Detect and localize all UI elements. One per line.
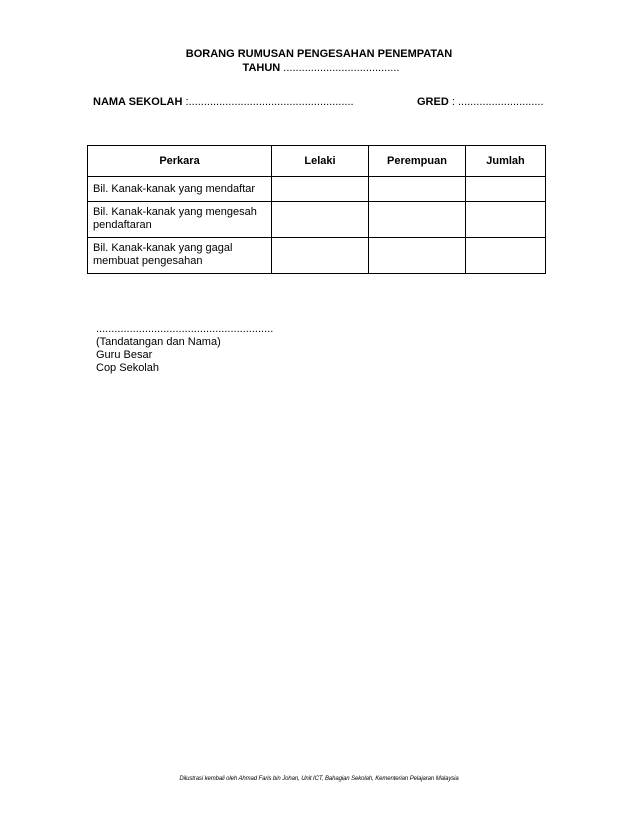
footer-credit: Dilustrasi kembali oleh Ahmad Faris bin Johan, Unit ICT, Bahagian Sekolah, Kementerian Pelajaran Malaysia bbox=[179, 776, 459, 782]
document-title-block bbox=[0, 47, 638, 75]
header-perkara: Perkara bbox=[88, 146, 272, 177]
jumlah-cell[interactable] bbox=[466, 238, 546, 274]
year-label: TAHUN bbox=[242, 62, 281, 74]
signature-block bbox=[96, 323, 273, 375]
perempuan-cell[interactable] bbox=[369, 177, 466, 202]
signature-caption: (Tandatangan dan Nama) bbox=[96, 336, 221, 348]
header-perempuan: Perempuan bbox=[369, 146, 466, 177]
perempuan-cell[interactable] bbox=[369, 202, 466, 238]
year-field[interactable]: ...................................... bbox=[283, 62, 400, 74]
perempuan-cell[interactable] bbox=[369, 238, 466, 274]
year-line bbox=[2, 61, 638, 75]
grade-field[interactable]: : ............................ bbox=[451, 96, 544, 108]
lelaki-cell[interactable] bbox=[272, 202, 369, 238]
school-info-row bbox=[93, 96, 545, 108]
summary-table bbox=[87, 145, 546, 274]
table-row bbox=[88, 202, 546, 238]
header-jumlah: Jumlah bbox=[466, 146, 546, 177]
school-name-field[interactable]: :...................................................... bbox=[185, 96, 354, 108]
grade-label: GRED bbox=[417, 96, 449, 108]
signature-line[interactable]: .......................................................... bbox=[96, 323, 274, 335]
jumlah-cell[interactable] bbox=[466, 202, 546, 238]
jumlah-cell[interactable] bbox=[466, 177, 546, 202]
document-title: BORANG RUMUSAN PENGESAHAN PENEMPATAN bbox=[185, 48, 453, 60]
grade-group bbox=[417, 96, 544, 108]
header-lelaki: Lelaki bbox=[272, 146, 369, 177]
signature-role: Guru Besar bbox=[96, 349, 153, 361]
table-header-row bbox=[88, 146, 546, 177]
lelaki-cell[interactable] bbox=[272, 177, 369, 202]
table-row bbox=[88, 238, 546, 274]
table-row bbox=[88, 177, 546, 202]
row-item-label: Bil. Kanak-kanak yang mendaftar bbox=[88, 177, 272, 202]
lelaki-cell[interactable] bbox=[272, 238, 369, 274]
row-item-label: Bil. Kanak-kanak yang mengesah pendaftaran bbox=[88, 202, 272, 238]
school-name-label: NAMA SEKOLAH bbox=[93, 96, 183, 108]
row-item-label: Bil. Kanak-kanak yang gagal membuat pengesahan bbox=[88, 238, 272, 274]
school-stamp-label: Cop Sekolah bbox=[96, 362, 159, 374]
